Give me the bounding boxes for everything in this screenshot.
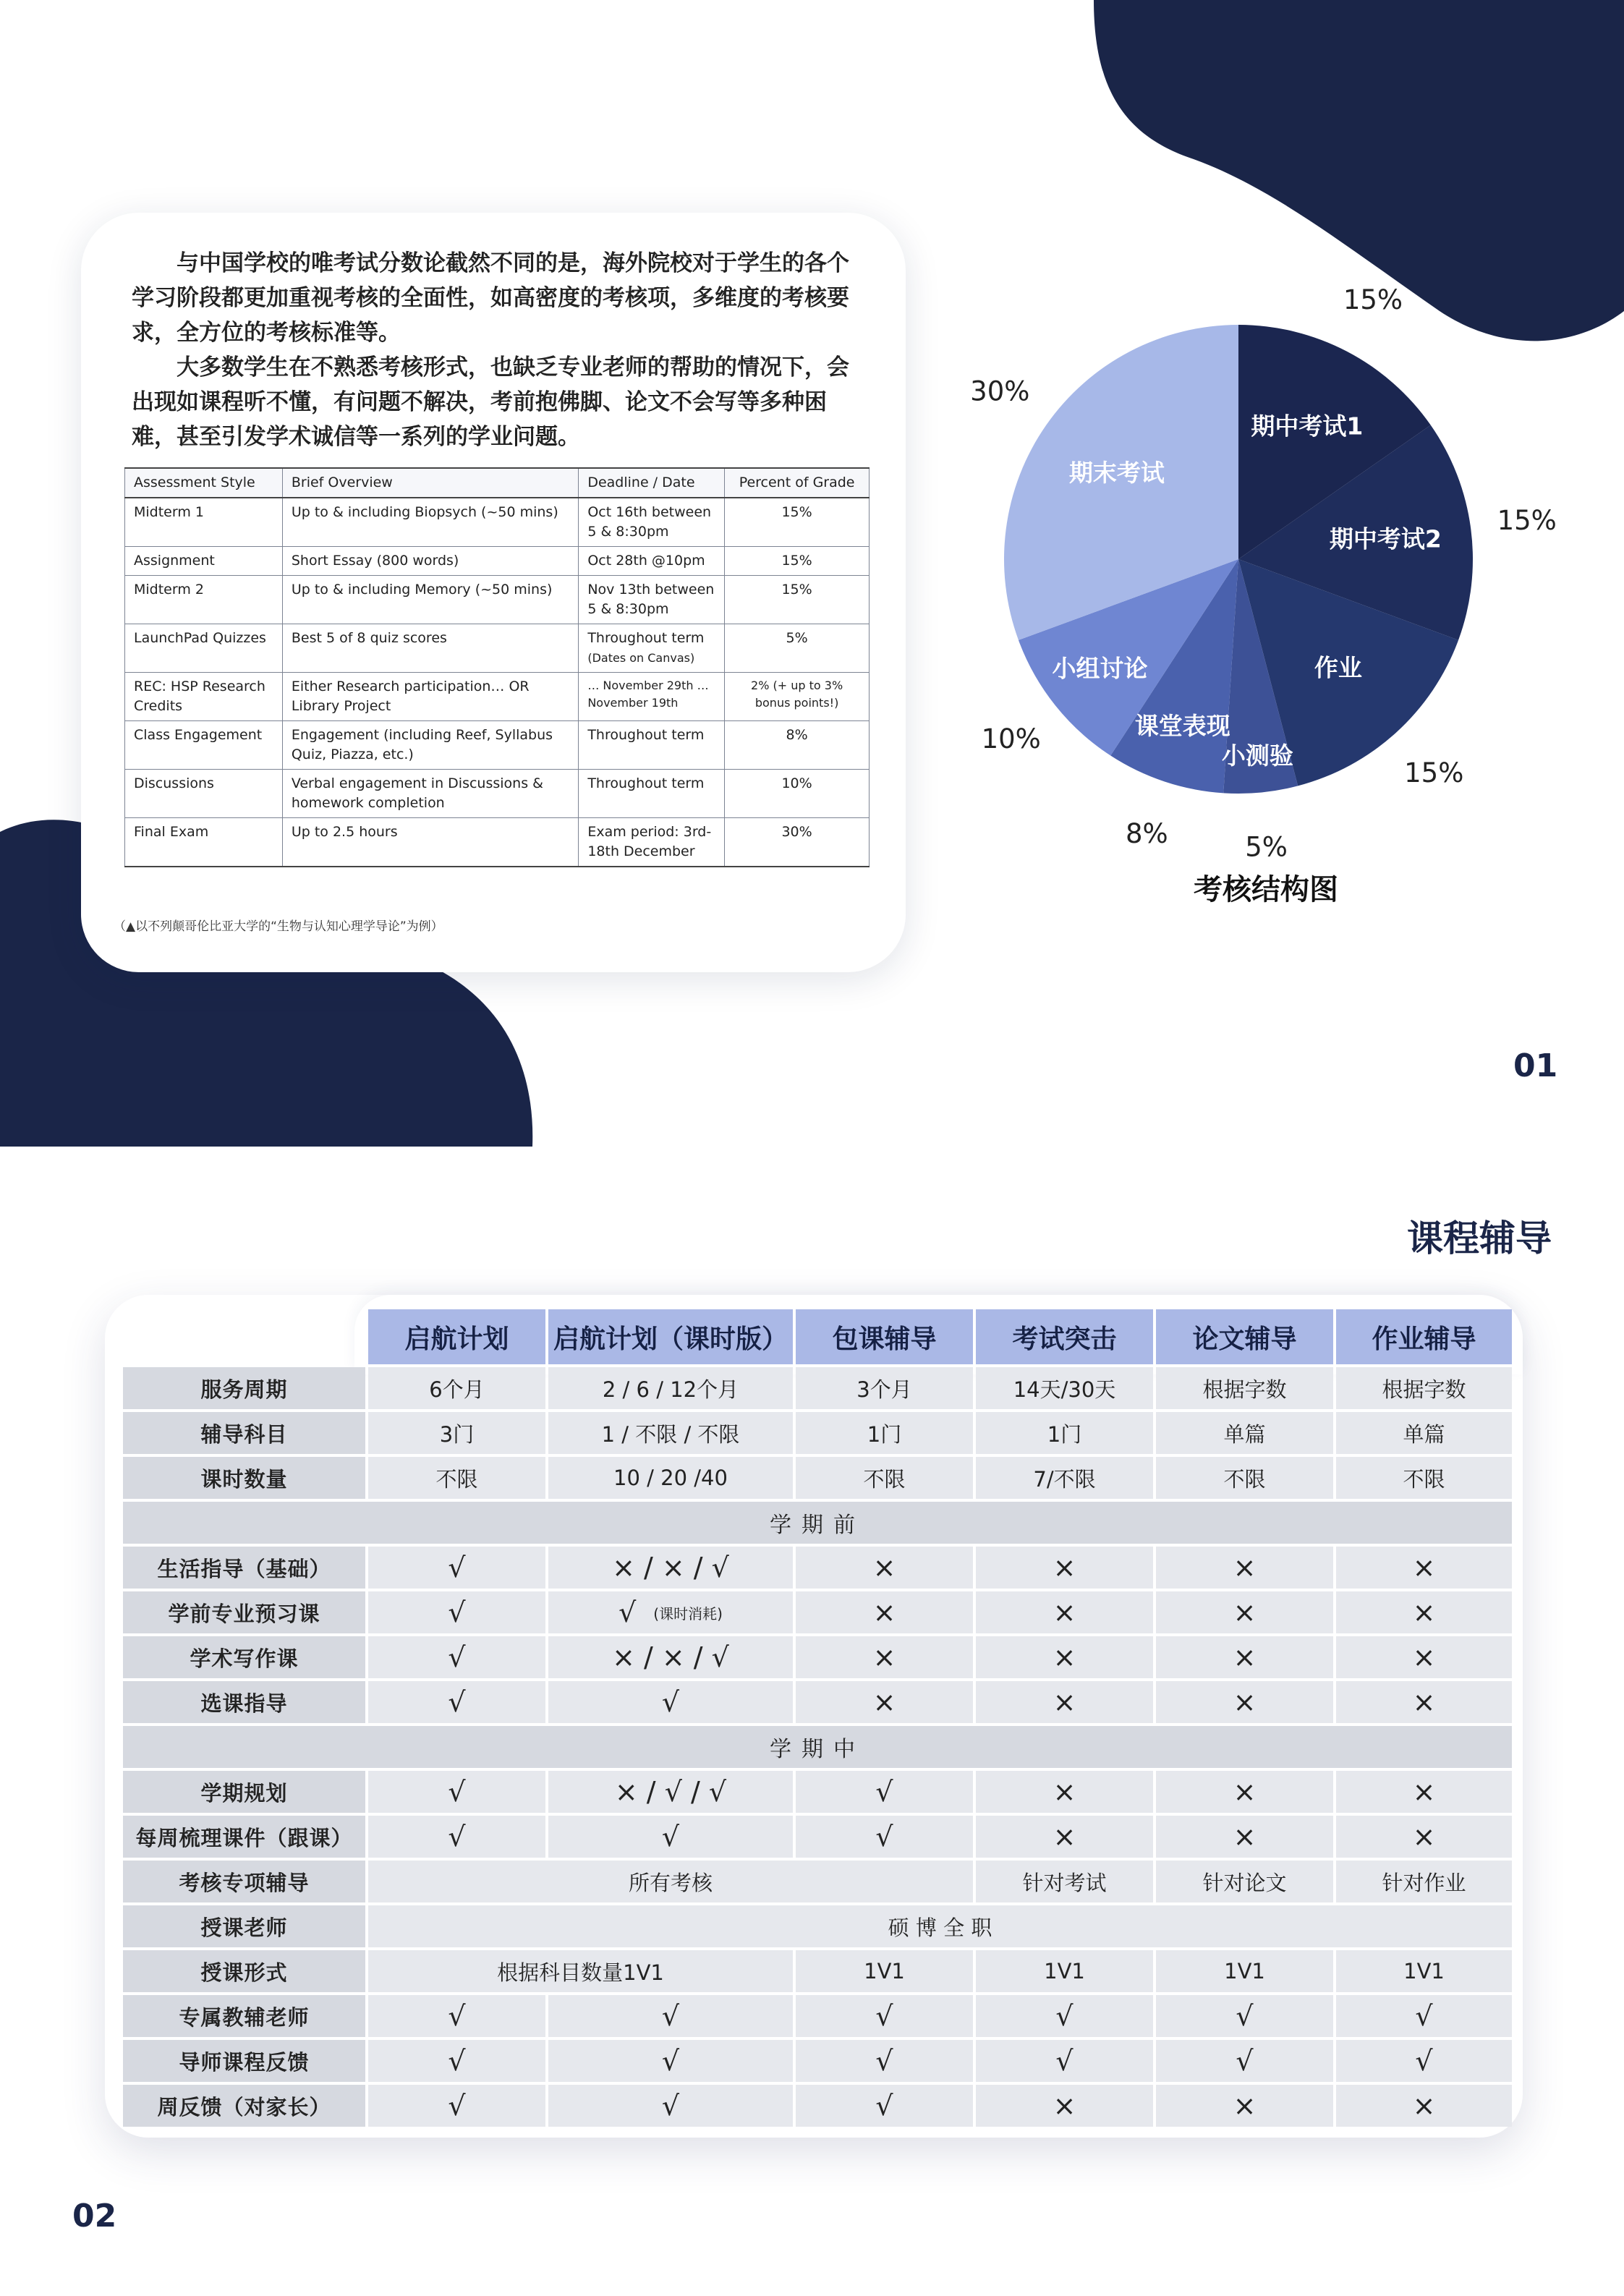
table-cell: √: [368, 1636, 545, 1678]
table-cell: √: [1336, 1995, 1512, 2037]
table-cell: √: [1156, 2040, 1333, 2082]
row-label-dedicated-tutor: 专属教辅老师: [123, 1995, 365, 2037]
cell-percent: 2% (+ up to 3% bonus points!): [725, 673, 870, 721]
table-cell-span: 硕 博 全 职: [368, 1905, 1512, 1947]
pie-slice-label: 小测验: [1221, 741, 1293, 770]
table-cell: × / √ / √: [548, 1771, 793, 1813]
plan-header-qihang-hourly: 启航计划（课时版）: [548, 1309, 793, 1364]
table-cell: √: [368, 2040, 545, 2082]
cell-percent: 30%: [725, 818, 870, 867]
pie-slice-label: 小组讨论: [1052, 654, 1148, 683]
table-cell: 单篇: [1156, 1412, 1333, 1454]
plan-header-essay: 论文辅导: [1156, 1309, 1333, 1364]
plan-header-qihang: 启航计划: [368, 1309, 545, 1364]
table-cell: ×: [1336, 1681, 1512, 1723]
table-cell: √: [976, 2040, 1153, 2082]
table-cell: 1门: [976, 1412, 1153, 1454]
row-label-subjects: 辅导科目: [123, 1412, 365, 1454]
pie-percent-label: 10%: [981, 723, 1041, 755]
pie-percent-label: 30%: [970, 375, 1030, 407]
row-label-academic-writing: 学术写作课: [123, 1636, 365, 1678]
table-cell: √: [368, 1771, 545, 1813]
row-label-period: 服务周期: [123, 1367, 365, 1409]
cell-percent: 8%: [725, 721, 870, 770]
cell-overview: Short Essay (800 words): [282, 547, 578, 576]
pie-percent-label: 15%: [1404, 757, 1464, 789]
plans-comparison-table: [123, 1322, 1503, 2127]
row-label-weekly-parent-report: 周反馈（对家长）: [123, 2085, 365, 2127]
table-cell: √: [796, 1995, 973, 2037]
table-cell: 1V1: [1336, 1950, 1512, 1992]
table-cell: 2 / 6 / 12个月: [548, 1367, 793, 1409]
cell-percent: 15%: [725, 576, 870, 624]
table-row: [125, 818, 870, 867]
table-cell: √: [548, 1816, 793, 1858]
cell-style: Assignment: [125, 547, 283, 576]
table-cell: ×: [976, 1636, 1153, 1678]
pie-slice-label: 期中考试1: [1251, 412, 1364, 441]
table-cell: 不限: [1336, 1457, 1512, 1499]
table-cell: 3门: [368, 1412, 545, 1454]
table-cell: ×: [1156, 2085, 1333, 2127]
cell-style: REC: HSP Research Credits: [125, 673, 283, 721]
table-cell-span: 根据科目数量1V1: [368, 1950, 793, 1992]
assessment-table: [124, 467, 870, 867]
table-cell: ×: [796, 1591, 973, 1633]
table-row: [125, 673, 870, 721]
row-label-course-feedback: 导师课程反馈: [123, 2040, 365, 2082]
intro-paragraph-1: 与中国学校的唯考试分数论截然不同的是，海外院校对于学生的各个学习阶段都更加重视考核的全面性，如高密度的考核项，多维度的考核要求，全方位的考核标准等。: [132, 250, 849, 346]
table-cell: 针对作业: [1336, 1861, 1512, 1902]
table-cell: 3个月: [796, 1367, 973, 1409]
table-cell: ×: [1156, 1547, 1333, 1589]
cell-deadline: Nov 13th between 5 & 8:30pm: [579, 576, 725, 624]
row-label-assessment-tutoring: 考核专项辅导: [123, 1861, 365, 1902]
section-before-term: 学期前: [123, 1502, 1512, 1544]
cell-style: Midterm 1: [125, 498, 283, 547]
table-cell: ×: [796, 1636, 973, 1678]
table-cell: ×: [1156, 1681, 1333, 1723]
table-cell: √: [796, 2040, 973, 2082]
cell-overview: Up to & including Biopsych (~50 mins): [282, 498, 578, 547]
table-cell: ×: [1336, 1816, 1512, 1858]
row-label-weekly-review: 每周梳理课件（跟课）: [123, 1816, 365, 1858]
pie-chart-title: 考核结构图: [1194, 873, 1338, 906]
table-cell: 1 / 不限 / 不限: [548, 1412, 793, 1454]
table-cell: √: [368, 1816, 545, 1858]
table-cell: √: [368, 2085, 545, 2127]
table-row: [125, 770, 870, 818]
cell-style: Discussions: [125, 770, 283, 818]
table-cell-with-note: [548, 1591, 793, 1633]
table-cell: 1V1: [976, 1950, 1153, 1992]
table-cell: ×: [1336, 1547, 1512, 1589]
table-cell: ×: [976, 1816, 1153, 1858]
section-title: 课程辅导: [1407, 1217, 1552, 1259]
table-cell: ×: [976, 1591, 1153, 1633]
table-cell: 1V1: [796, 1950, 973, 1992]
table-cell: √: [548, 1681, 793, 1723]
table-cell: 14天/30天: [976, 1367, 1153, 1409]
pie-percent-label: 15%: [1343, 284, 1403, 316]
pie-slice-label: 期末考试: [1068, 459, 1165, 488]
table-cell: √: [1156, 1995, 1333, 2037]
table-row: [125, 721, 870, 770]
table-cell: √: [368, 1591, 545, 1633]
table-row: [125, 624, 870, 673]
table-cell: √: [548, 1995, 793, 2037]
plan-header-homework: 作业辅导: [1336, 1309, 1512, 1364]
table-cell: ×: [1156, 1771, 1333, 1813]
table-cell: √: [796, 2085, 973, 2127]
section-during-term: 学期中: [123, 1726, 1512, 1768]
table-cell: 单篇: [1336, 1412, 1512, 1454]
table-cell: 根据字数: [1156, 1367, 1333, 1409]
table-cell: 根据字数: [1336, 1367, 1512, 1409]
table-cell: ×: [796, 1547, 973, 1589]
table-cell: √: [548, 2040, 793, 2082]
table-row: [125, 498, 870, 547]
table-cell: 不限: [368, 1457, 545, 1499]
header-brief-overview: Brief Overview: [282, 468, 578, 498]
header-corner: [123, 1322, 365, 1364]
table-cell: ×: [796, 1681, 973, 1723]
cell-deadline: Throughout term: [579, 770, 725, 818]
table-cell: √: [976, 1995, 1153, 2037]
table-cell: √: [368, 1681, 545, 1723]
cell-style: Class Engagement: [125, 721, 283, 770]
cell-style: Midterm 2: [125, 576, 283, 624]
pie-percent-label: 5%: [1245, 831, 1288, 863]
row-label-term-planning: 学期规划: [123, 1771, 365, 1813]
cell-style: LaunchPad Quizzes: [125, 624, 283, 673]
table-cell: √: [548, 2085, 793, 2127]
table-cell: √: [368, 1995, 545, 2037]
table-cell: 7/不限: [976, 1457, 1153, 1499]
pie-slice-label: 作业: [1314, 653, 1362, 682]
hour-consumption-note: (课时消耗): [653, 1604, 723, 1623]
header-assessment-style: Assessment Style: [125, 468, 283, 498]
deadline-text: Throughout term: [587, 630, 705, 646]
pie-slice-label: 期中考试2: [1329, 524, 1442, 553]
table-cell: ×: [1156, 1636, 1333, 1678]
table-cell: 不限: [1156, 1457, 1333, 1499]
cell-deadline: Throughout term: [579, 721, 725, 770]
intro-paragraph-2: 大多数学生在不熟悉考核形式，也缺乏专业老师的帮助的情况下，会出现如课程听不懂，有问题不解决，考前抱佛脚、论文不会写等多种困难，甚至引发学术诚信等一系列的学业问题。: [132, 354, 849, 450]
plan-header-course-package: 包课辅导: [796, 1309, 973, 1364]
cell-percent: 10%: [725, 770, 870, 818]
row-label-teacher: 授课老师: [123, 1905, 365, 1947]
table-cell: √: [796, 1816, 973, 1858]
table-cell: 1V1: [1156, 1950, 1333, 1992]
row-label-hours: 课时数量: [123, 1457, 365, 1499]
pie-percent-label: 15%: [1497, 505, 1557, 537]
table-cell: ×: [1336, 1771, 1512, 1813]
table-cell: √: [368, 1547, 545, 1589]
table-cell: 6个月: [368, 1367, 545, 1409]
cell-overview: Either Research participation… OR Library Project: [282, 673, 578, 721]
table-cell: ×: [1336, 2085, 1512, 2127]
check-mark: √: [618, 1596, 637, 1628]
header-deadline: Deadline / Date: [579, 468, 725, 498]
cell-overview: Verbal engagement in Discussions & homework completion: [282, 770, 578, 818]
cell-percent: 15%: [725, 498, 870, 547]
row-label-life-guidance: 生活指导（基础）: [123, 1547, 365, 1589]
table-cell: × / × / √: [548, 1547, 793, 1589]
table-cell: ×: [976, 2085, 1153, 2127]
pie-slices: [1004, 325, 1473, 794]
table-cell-span: 所有考核: [368, 1861, 973, 1902]
table-cell: ×: [1156, 1591, 1333, 1633]
table-cell: ×: [1336, 1636, 1512, 1678]
cell-style: Final Exam: [125, 818, 283, 867]
table-cell: ×: [976, 1771, 1153, 1813]
pie-slice-label: 课堂表现: [1134, 712, 1230, 741]
cell-deadline: Exam period: 3rd-18th December: [579, 818, 725, 867]
assessment-pie-chart: [940, 275, 1606, 868]
row-label-format: 授课形式: [123, 1950, 365, 1992]
table-cell: 针对考试: [976, 1861, 1153, 1902]
table-cell: 针对论文: [1156, 1861, 1333, 1902]
table-cell: ×: [1156, 1816, 1333, 1858]
cell-overview: Best 5 of 8 quiz scores: [282, 624, 578, 673]
cell-deadline: Oct 28th @10pm: [579, 547, 725, 576]
table-cell: 1门: [796, 1412, 973, 1454]
cell-deadline: … November 29th … November 19th: [579, 673, 725, 721]
table-cell: √: [1336, 2040, 1512, 2082]
cell-overview: Up to & including Memory (~50 mins): [282, 576, 578, 624]
table-cell: ×: [976, 1681, 1153, 1723]
table-cell: × / × / √: [548, 1636, 793, 1678]
cell-percent: 15%: [725, 547, 870, 576]
page-number-2: 02: [72, 2198, 117, 2235]
plan-header-exam-sprint: 考试突击: [976, 1309, 1153, 1364]
table-cell: ×: [976, 1547, 1153, 1589]
table-cell: 不限: [796, 1457, 973, 1499]
table-cell: ×: [1336, 1591, 1512, 1633]
table-header-row: [125, 468, 870, 498]
launchpad-note: (Dates on Canvas): [587, 651, 695, 665]
intro-card: [81, 213, 906, 972]
cell-deadline: [579, 624, 725, 673]
cell-overview: Up to 2.5 hours: [282, 818, 578, 867]
table-cell: 10 / 20 /40: [548, 1457, 793, 1499]
pie-percent-label: 8%: [1125, 818, 1168, 850]
table-cell: √: [796, 1771, 973, 1813]
row-label-precourse: 学前专业预习课: [123, 1591, 365, 1633]
row-label-course-selection: 选课指导: [123, 1681, 365, 1723]
table-row: [125, 547, 870, 576]
page-number-1: 01: [1513, 1047, 1558, 1084]
table-caption: （▲以不列颠哥伦比亚大学的“生物与认知心理学导论”为例）: [114, 919, 443, 934]
header-percent: Percent of Grade: [725, 468, 870, 498]
cell-percent: 5%: [725, 624, 870, 673]
cell-deadline: Oct 16th between 5 & 8:30pm: [579, 498, 725, 547]
cell-overview: Engagement (including Reef, Syllabus Quiz, Piazza, etc.): [282, 721, 578, 770]
table-row: [125, 576, 870, 624]
